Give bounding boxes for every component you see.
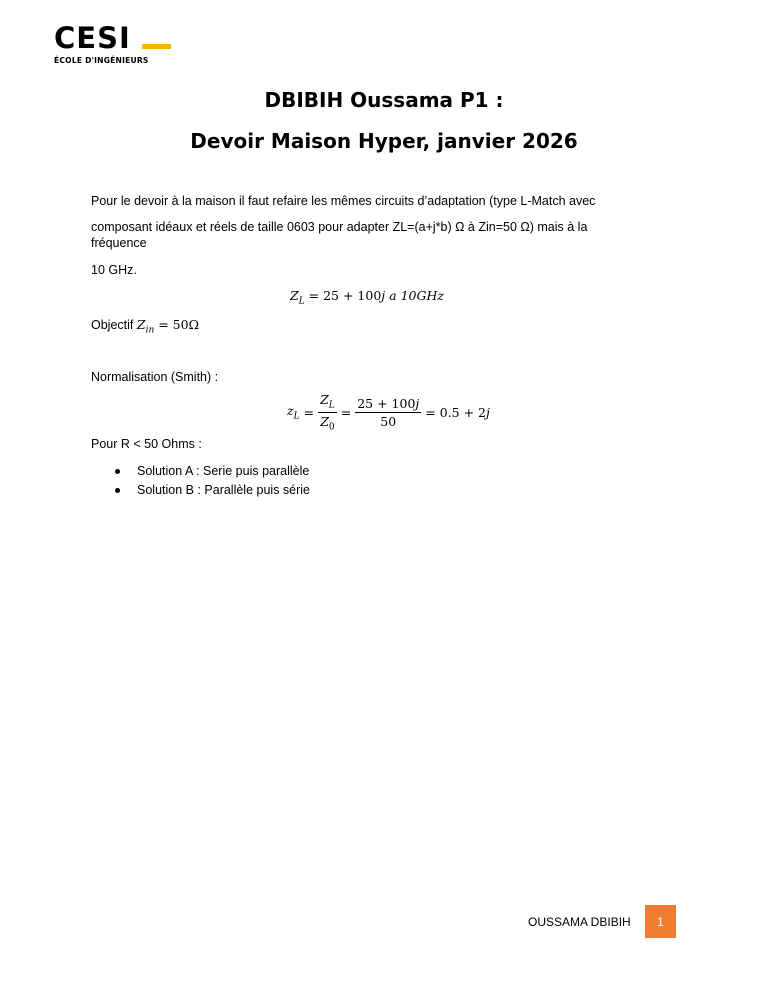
frac2-num-j: j <box>415 395 420 411</box>
solutions-list <box>91 462 310 500</box>
normalised-impedance-equation: $z_L$ = $\frac{Z_L}{Z_0}$ = $\frac{25 + 100j}{50}$ = 0.5 + 2 j <box>287 392 490 432</box>
list-item: Solution A : Serie puis parallèle <box>91 462 310 481</box>
document-title-line1: DBIBIH Oussama P1 : <box>264 88 504 112</box>
logo-subtitle: ÉCOLE D'INGÉNIEURS <box>54 56 149 65</box>
paragraph-components <box>91 219 651 251</box>
eq1-lhs-sub: L <box>298 296 305 307</box>
eq2-lhs: z <box>287 402 294 418</box>
fraction-zl-z0 <box>318 392 337 432</box>
logo-word: CESI <box>54 21 131 55</box>
eq2-result: = 0.5 + 2 <box>425 404 486 420</box>
paragraph-components-line2: fréquence <box>91 236 147 250</box>
objective-line <box>91 317 651 339</box>
eq1-j: j <box>381 288 386 303</box>
condition-line: Pour R < 50 Ohms : <box>91 437 202 451</box>
eq2-lhs-sub: L <box>293 411 300 422</box>
frac1-den: Z <box>320 413 329 429</box>
paragraph-intro: Pour le devoir à la maison il faut refaire les mêmes circuits d’adaptation (type L-Match avec <box>91 194 596 208</box>
frac1-den-sub: 0 <box>328 422 335 432</box>
eq1-rhs: = 25 + 100 <box>308 288 382 303</box>
frac1-num-sub: L <box>328 400 335 411</box>
objective-sub: in <box>145 325 155 336</box>
paragraph-components-line1: composant idéaux et réels de taille 0603 pour adapter ZL=(a+j*b) Ω à Zin=50 Ω) mais à la <box>91 220 588 234</box>
cesi-logo <box>54 21 149 65</box>
eq1-freq: 10GHz <box>400 288 444 303</box>
list-item: Solution B : Parallèle puis série <box>91 481 310 500</box>
page-number-badge: 1 <box>645 905 676 938</box>
objective-var: Z <box>136 317 146 332</box>
objective-label: Objectif <box>91 318 134 332</box>
eq1-lhs: Z <box>290 288 299 303</box>
frac2-den: 50 <box>380 413 397 429</box>
objective-value: = 50Ω <box>158 317 199 332</box>
eq2-result-j: j <box>486 404 490 420</box>
logo-accent-bar <box>142 44 171 49</box>
fraction-values <box>355 396 421 429</box>
document-title-line2: Devoir Maison Hyper, janvier 2026 <box>190 129 578 153</box>
eq1-a: a <box>389 288 397 303</box>
footer-author: OUSSAMA DBIBIH <box>528 915 631 929</box>
paragraph-frequency: 10 GHz. <box>91 263 137 277</box>
frac1-num: Z <box>320 392 329 407</box>
frac2-num: 25 + 100 <box>357 395 416 411</box>
normalisation-label: Normalisation (Smith) : <box>91 370 219 384</box>
load-impedance-equation <box>290 288 444 307</box>
